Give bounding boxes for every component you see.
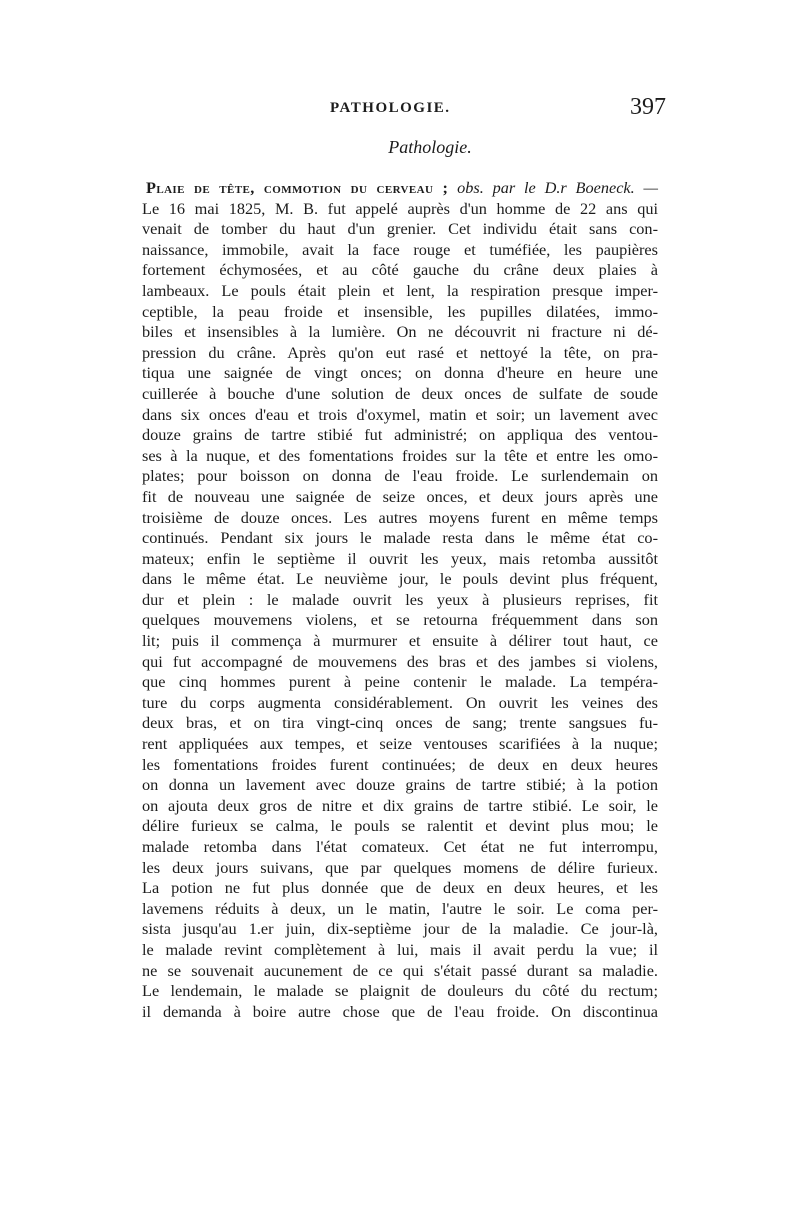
page-number: 397 xyxy=(630,94,666,120)
text-line: La potion ne fut plus donnée que de deux en deux heures, et les xyxy=(142,878,658,898)
text-line: ceptible, la peau froide et insensible, les pupilles dilatées, immo- xyxy=(142,301,658,321)
text-line: malade retomba dans l'état comateux. Cet état ne fut interrompu, xyxy=(142,837,658,856)
running-head xyxy=(140,94,666,124)
text-line: Le 16 mai 1825, M. B. fut appelé auprès d'un homme de 22 ans qui xyxy=(142,198,658,218)
text-line: pression du crâne. Après qu'on eut rasé et nettoyé la tête, on pra- xyxy=(142,342,658,362)
text-line: on ajouta deux gros de nitre et dix grains de tartre stibié. Le soir, le xyxy=(142,795,658,815)
article-heading-line xyxy=(142,178,658,199)
text-line: plates; pour boisson on donna de l'eau froide. Le surlendemain on xyxy=(142,466,658,486)
text-line: on donna un lavement avec douze grains de tartre stibié; à la potion xyxy=(142,775,658,795)
text-line: fit de nouveau une saignée de seize onces, et deux jours après une xyxy=(142,486,658,506)
running-title: PATHOLOGIE. xyxy=(330,100,451,116)
text-line: biles et insensibles à la lumière. On ne découvrit ni fracture ni dé- xyxy=(142,322,658,342)
text-line: cuillerée à bouche d'une solution de deux onces de sulfate de soude xyxy=(142,383,658,403)
text-line: les deux jours suivans, que par quelques momens de délire furieux. xyxy=(142,857,658,877)
text-line: délire furieux se calma, le pouls se ralentit et devint plus mou; le xyxy=(142,816,658,836)
text-line: dans six onces d'eau et trois d'oxymel, matin et soir; un lavement avec xyxy=(142,404,658,424)
text-line: sista jusqu'au 1.er juin, dix-septième jour de la maladie. Ce jour-là, xyxy=(142,919,658,939)
text-line: venait de tomber du haut d'un grenier. Cet individu était sans con- xyxy=(142,219,658,239)
text-line: fortement échymosées, et au côté gauche du crâne deux plaies à xyxy=(142,260,658,280)
text-line: les fomentations froides furent continuées; de deux en deux heures xyxy=(142,754,658,774)
text-line: lit; puis il commença à murmurer et ensuite à délirer tout haut, ce xyxy=(142,631,658,651)
text-line: mateux; enfin le septième il ouvrit les yeux, mais retomba aussitôt xyxy=(142,548,658,568)
text-line: ture du corps augmenta considérablement. On ouvrit les veines des xyxy=(142,692,658,712)
text-line: qui fut accompagné de mouvemens des bras et des jambes si violens, xyxy=(142,651,658,671)
article-heading-caps: Plaie de tête, commotion du cerveau ; xyxy=(146,178,449,197)
text-line: lavemens réduits à deux, un le matin, l'autre le soir. Le coma per- xyxy=(142,898,658,918)
text-line: douze grains de tartre stibié fut administré; on appliqua des ventou- xyxy=(142,425,658,445)
text-line: ses à la nuque, et des fomentations froides sur la tête et entre les omo- xyxy=(142,445,658,465)
text-line: deux bras, et on tira vingt-cinq onces de sang; trente sangsues fu- xyxy=(142,713,658,733)
text-line: troisième de douze onces. Les autres moyens furent en même temps xyxy=(142,507,658,527)
section-title: Pathologie. xyxy=(388,137,472,157)
text-line: lambeaux. Le pouls était plein et lent, la respiration presque imper- xyxy=(142,280,658,300)
text-line: dans le même état. Le neuvième jour, le pouls devint plus fréquent, xyxy=(142,569,658,589)
text-line: dur et plein : le malade ouvrit les yeux à plusieurs reprises, fit xyxy=(142,589,658,609)
text-line: continués. Pendant six jours le malade resta dans le même état co- xyxy=(142,528,658,548)
text-line: il demanda à boire autre chose que de l'eau froide. On discontinua xyxy=(142,1001,658,1021)
text-line: tiqua une saignée de vingt onces; on donna d'heure en heure une xyxy=(142,363,658,383)
article-body xyxy=(142,178,658,1022)
text-line: que cinq hommes purent à peine contenir le malade. La tempéra- xyxy=(142,672,658,692)
text-line: quelques mouvemens violens, et se retourna fréquemment dans son xyxy=(142,610,658,630)
text-line: ne se souvenait aucunement de ce qui s'était passé durant sa maladie. xyxy=(142,960,658,980)
text-line: rent appliquées aux tempes, et seize ventouses scarifiées à la nuque; xyxy=(142,734,658,754)
article-heading-italic: obs. par le D.r Boeneck. — xyxy=(457,178,658,197)
text-line: naissance, immobile, avait la face rouge et tuméfiée, les paupières xyxy=(142,239,658,259)
text-line: Le lendemain, le malade se plaignit de douleurs du côté du rectum; xyxy=(142,981,658,1001)
text-line: le malade revint complètement à lui, mais il avait perdu la vue; il xyxy=(142,939,658,959)
